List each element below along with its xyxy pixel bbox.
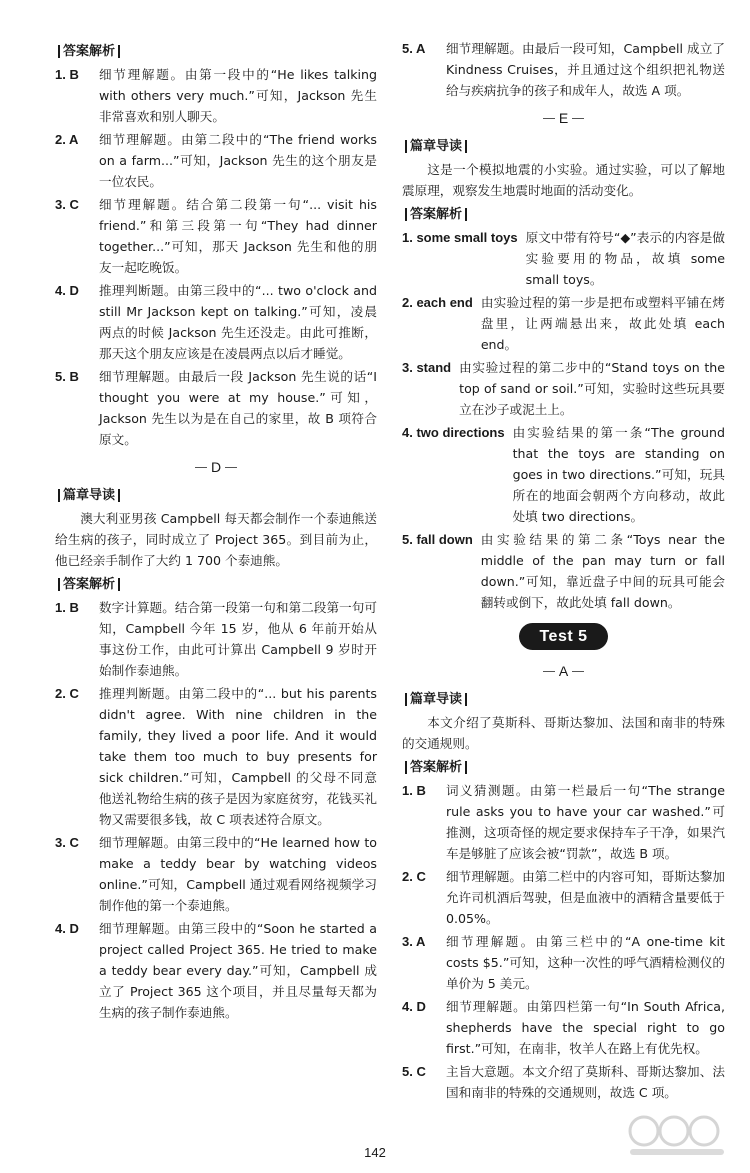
answer-text: 细节理解题。由第三栏中的“A one-time kit costs $5.”可知，这种一次性的呼气酒精检测仪的单价为 5 美元。 (446, 934, 725, 991)
section-divider-d (55, 452, 377, 482)
section-letter: D (210, 458, 222, 475)
answer-item (55, 918, 377, 1023)
answer-label: 5. C (402, 1064, 426, 1079)
answer-label: 4. D (55, 921, 79, 936)
answer-text: 细节理解题。由最后一段 Jackson 先生说的话“I thought you were at my house.”可知，Jackson 先生以为是在自己的家里，故 B 项符合原文。 (99, 369, 377, 447)
answer-text: 细节理解题。由第三段中的“Soon he started a project called Project 365. He tried to make a teddy bear every day.”可知，Campbell 成立了 Project 365 这个项目，并且尽量每天都为生病的孩子制作泰迪熊。 (99, 921, 377, 1020)
answer-item (55, 64, 377, 127)
heading-label: 篇章导读 (63, 487, 116, 503)
answer-label: 1. some small toys (402, 230, 518, 245)
answer-item (402, 996, 725, 1059)
answer-text: 细节理解题。结合第二段第一句“... visit his friend.”和第三段第一句“They had dinner together...”可知，那天 Jackson 先生和他的朋友一起吃晚饭。 (99, 197, 377, 275)
section-letter: A (558, 662, 569, 679)
answer-label: 3. C (55, 197, 79, 212)
answer-text: 主旨大意题。本文介绍了莫斯科、哥斯达黎加、法国和南非的特殊的交通规则，故选 C 项。 (446, 1064, 725, 1100)
answer-text: 由实验过程的第一步是把布或塑料平铺在烤盘里，让两端悬出来，故此处填 each end。 (480, 295, 725, 352)
chapter-guide-heading-a (402, 688, 725, 710)
answer-text: 细节理解题。由第四栏第一句“In South Africa, shepherds have the special right to go first.”可知，在南非，牧羊人在路上有优先权。 (446, 999, 725, 1056)
answer-text: 由实验结果的第二条“Toys near the middle of the pan may turn or fall down.”可知，靠近盘子中间的玩具可能会翻转或倒下，故此处填 fall down。 (480, 532, 725, 610)
answer-label: 1. B (402, 783, 426, 798)
answer-item (402, 1061, 725, 1103)
chapter-guide-heading-e (402, 135, 725, 157)
chapter-guide-text-d: 澳大利亚男孩 Campbell 每天都会制作一个泰迪熊送给生病的孩子，同时成立了 Project 365。到目前为止，他已经亲手制作了大约 1 700 个泰迪熊。 (55, 511, 377, 568)
answer-text: 推理判断题。由第三段中的“... two o'clock and still Mr Jackson kept on talking.”可知，凌晨两点的时候 Jackson 先生还没走。由此可推断，那天这个朋友应该是在凌晨两点以后才睡觉。 (99, 283, 377, 361)
answer-text: 词义猜测题。由第一栏最后一句“The strange rule asks you to have your car washed.”可推测，这项奇怪的规定要求保持车子干净，如果汽车是够脏了应该会被“罚款”，故选 B 项。 (446, 783, 725, 861)
answer-item (402, 292, 725, 355)
part-d-answer-list (55, 597, 377, 1023)
answer-item (55, 129, 377, 192)
watermark-logo (622, 1113, 732, 1161)
test-5-banner (402, 623, 725, 650)
page-number: 142 (364, 1145, 386, 1160)
chapter-guide-text-a: 本文介绍了莫斯科、哥斯达黎加、法国和南非的特殊的交通规则。 (402, 715, 725, 751)
answer-text: 细节理解题。由第三段中的“He learned how to make a teddy bear by watching videos online.”可知，Campbell 通过观看网络视频学习制作他的第一个泰迪熊。 (99, 835, 377, 913)
answer-text: 数字计算题。结合第一段第一句和第二段第一句可知，Campbell 今年 15 岁，他从 6 年前开始从事这份工作，由此可计算出 Campbell 9 岁时开始制作泰迪熊。 (99, 600, 377, 678)
answer-item (402, 38, 725, 101)
answer-analysis-heading-d (55, 573, 377, 595)
answer-analysis-heading-c (55, 40, 377, 62)
answer-analysis-heading-a (402, 756, 725, 778)
answer-text: 推理判断题。由第二段中的“... but his parents didn't agree. With nine children in the family, they lived a poor life. And it would take them too much to buy presents for sick children.”可知，Campbell 的父母不同意他送礼物给生病的孩子是因为家庭贫穷，花钱买礼物又需要很多钱，故 C 项表述符合原文。 (99, 686, 377, 827)
test5-part-a-answer-list (402, 780, 725, 1103)
answer-label: 3. stand (402, 360, 452, 375)
answer-label: 4. two directions (402, 425, 505, 440)
answer-text: 由实验过程的第二步中的“Stand toys on the top of sand or soil.”可知，实验时这些玩具要立在沙子或泥土上。 (459, 360, 725, 417)
answer-label: 5. fall down (402, 532, 473, 547)
heading-label: 篇章导读 (410, 138, 463, 154)
answer-item (402, 931, 725, 994)
section-letter: E (558, 109, 569, 126)
answer-label: 5. B (55, 369, 79, 384)
answer-label: 4. D (55, 283, 79, 298)
answer-item (402, 227, 725, 290)
answer-text: 细节理解题。由第二栏中的内容可知，哥斯达黎加允许司机酒后驾驶，但是血液中的酒精含量要低于 0.05%。 (446, 869, 725, 926)
answer-label: 1. B (55, 67, 79, 82)
answer-item (55, 194, 377, 278)
answer-label: 2. C (402, 869, 426, 884)
answer-analysis-heading-e (402, 203, 725, 225)
heading-label: 答案解析 (63, 576, 116, 592)
answer-text: 细节理解题。由最后一段可知，Campbell 成立了 Kindness Cruises，并且通过这个组织把礼物送给与疾病抗争的孩子和成年人，故选 A 项。 (446, 41, 725, 98)
section-divider-a (402, 656, 725, 686)
answer-text: 由实验结果的第一条“The ground that the toys are standing on goes in two directions.”可知，玩具所在的地面会朝两个方向移动，故此处填 two directions。 (512, 425, 725, 524)
answer-text: 细节理解题。由第一段中的“He likes talking with others very much.”可知，Jackson 先生非常喜欢和别人聊天。 (99, 67, 377, 124)
answer-item (402, 357, 725, 420)
answer-label: 3. C (55, 835, 79, 850)
heading-label: 答案解析 (410, 759, 463, 775)
test-title: Test 5 (519, 623, 607, 650)
heading-label: 篇章导读 (410, 691, 463, 707)
answer-item (55, 683, 377, 830)
left-column (55, 38, 377, 1025)
answer-item (402, 780, 725, 864)
heading-label: 答案解析 (63, 43, 116, 59)
answer-text: 原文中带有符号“◆”表示的内容是做实验要用的物品，故填 some small toys。 (525, 230, 725, 287)
part-d-answer-list-continued (402, 38, 725, 101)
answer-item (402, 422, 725, 527)
right-column (402, 38, 725, 1105)
answer-label: 4. D (402, 999, 426, 1014)
answer-item (402, 866, 725, 929)
section-divider-e (402, 103, 725, 133)
chapter-guide-text-e: 这是一个模拟地震的小实验。通过实验，可以了解地震原理，观察发生地震时地面的活动变化。 (402, 162, 725, 198)
part-c-answer-list (55, 64, 377, 450)
answer-label: 3. A (402, 934, 426, 949)
answer-item (55, 597, 377, 681)
answer-item (55, 832, 377, 916)
answer-label: 2. each end (402, 295, 473, 310)
answer-item (55, 280, 377, 364)
answer-label: 1. B (55, 600, 79, 615)
answer-text: 细节理解题。由第二段中的“The friend works on a farm...”可知，Jackson 先生的这个朋友是一位农民。 (99, 132, 377, 189)
answer-item (402, 529, 725, 613)
chapter-guide-heading-d (55, 484, 377, 506)
answer-item (55, 366, 377, 450)
answer-label: 2. C (55, 686, 79, 701)
answer-label: 5. A (402, 41, 426, 56)
part-e-answer-list (402, 227, 725, 613)
heading-label: 答案解析 (410, 206, 463, 222)
answer-label: 2. A (55, 132, 79, 147)
